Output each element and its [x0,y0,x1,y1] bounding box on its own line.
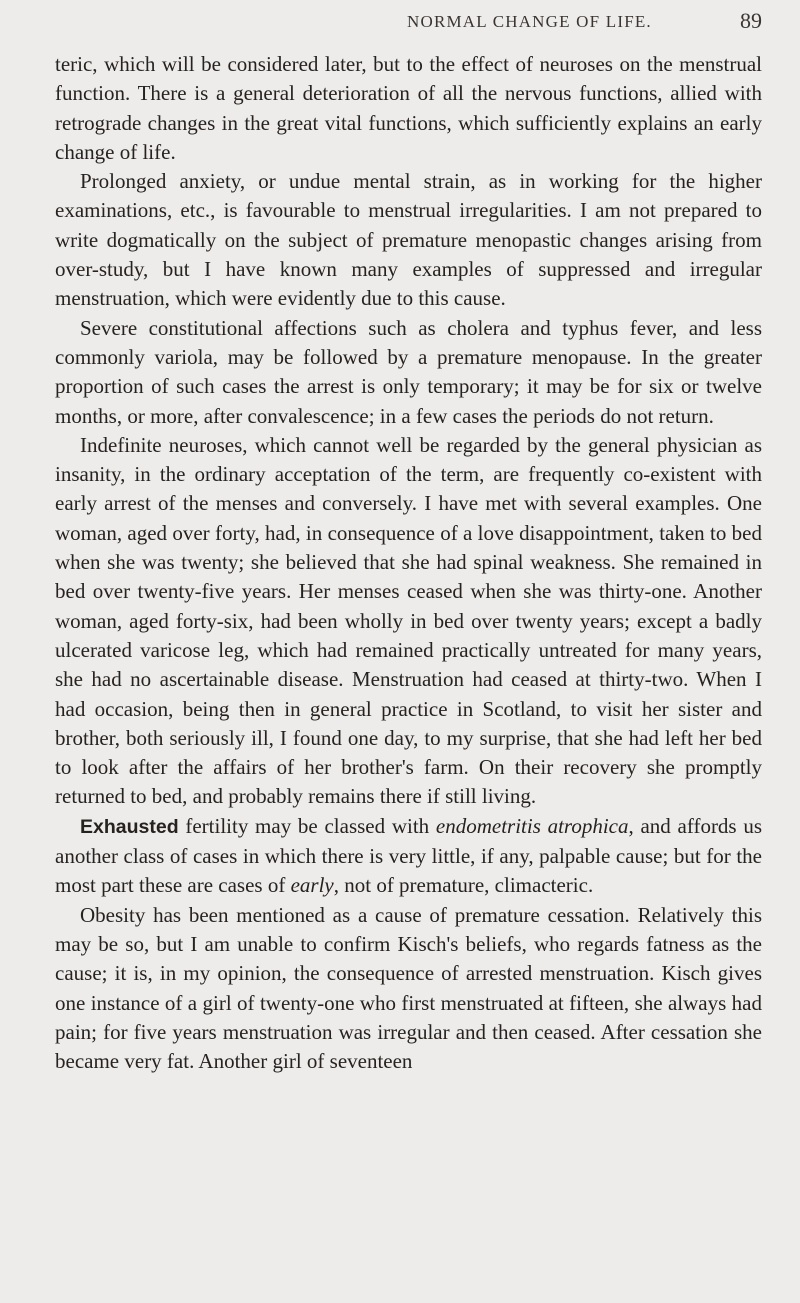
paragraph: teric, which will be considered later, but to the effect of neuroses on the menstrual function. There is a general deterioration of all the nervous functions, allied with retrograde changes in the great vital functions, which sufficiently explains an early change of life. [55,52,762,164]
paragraph-text: , not of premature, climacteric. [333,873,594,898]
paragraph: Severe constitutional affections such as cholera and typhus fever, and less commonly variola, may be followed by a premature menopause. In the greater proportion of such cases the arrest is only temporary; it may be for six or twelve months, or more, after convalescence; in a few cases the periods do not return. [55,315,762,428]
paragraph [55,812,762,901]
italic-term: endometritis atrophica [435,813,629,838]
paragraph-text: , and affords us another class of cases in which there is very little, if any, palpable cause; but for the most part these are cases of [55,813,763,898]
italic-term: early [290,873,334,898]
paragraph: Indefinite neuroses, which cannot well be regarded by the general physician as insanity, in the ordinary acceptation of the term, are frequently co-existent with early arrest of the menses and conversely. I have met with several examples. One woman, aged over forty, had, in consequence of a love disappointment, taken to bed when she was twenty; she believed that she had spinal weakness. She remained in bed over twenty-five years. Her menses ceased when she was thirty-one. Another woman, aged forty-six, had been wholly in bed over twenty years; except a badly ulcerated varicose leg, which had remained practically untreated for many years, she had no ascertainable disease. Menstruation had ceased at thirty-two. When I had occasion, being then in general practice in Scotland, to visit her sister and brother, both seriously ill, I found one day, to my surprise, that she had left her bed to look after the affairs of her brother's farm. On their recovery she promptly returned to bed, and probably remains there if still living. [55,432,762,809]
paragraph-text: fertility may be classed with [178,813,436,838]
running-title: NORMAL CHANGE OF LIFE. [407,12,652,31]
body-text [55,50,762,1076]
paragraph-lead: Exhausted [80,815,179,838]
paragraph: Prolonged anxiety, or undue mental strain, as in working for the higher examinations, etc., is favourable to menstrual irregularities. I am not prepared to write dogmatically on the subject of premature menopastic changes arising from over-study, but I have known many examples of suppressed and irregular menstruation, which were evidently due to this cause. [55,169,762,311]
running-head [55,8,762,38]
paragraph: Obesity has been mentioned as a cause of premature cessation. Relatively this may be so, but I am unable to confirm Kisch's beliefs, who regards fatness as the cause; it is, in my opinion, the consequence of arrested menstruation. Kisch gives one instance of a girl of twenty-one who first menstruated at fifteen, she always had pain; for five years menstruation was irregular and then ceased. After cessation she became very fat. Another girl of seventeen [55,902,762,1074]
page-number: 89 [740,8,762,33]
